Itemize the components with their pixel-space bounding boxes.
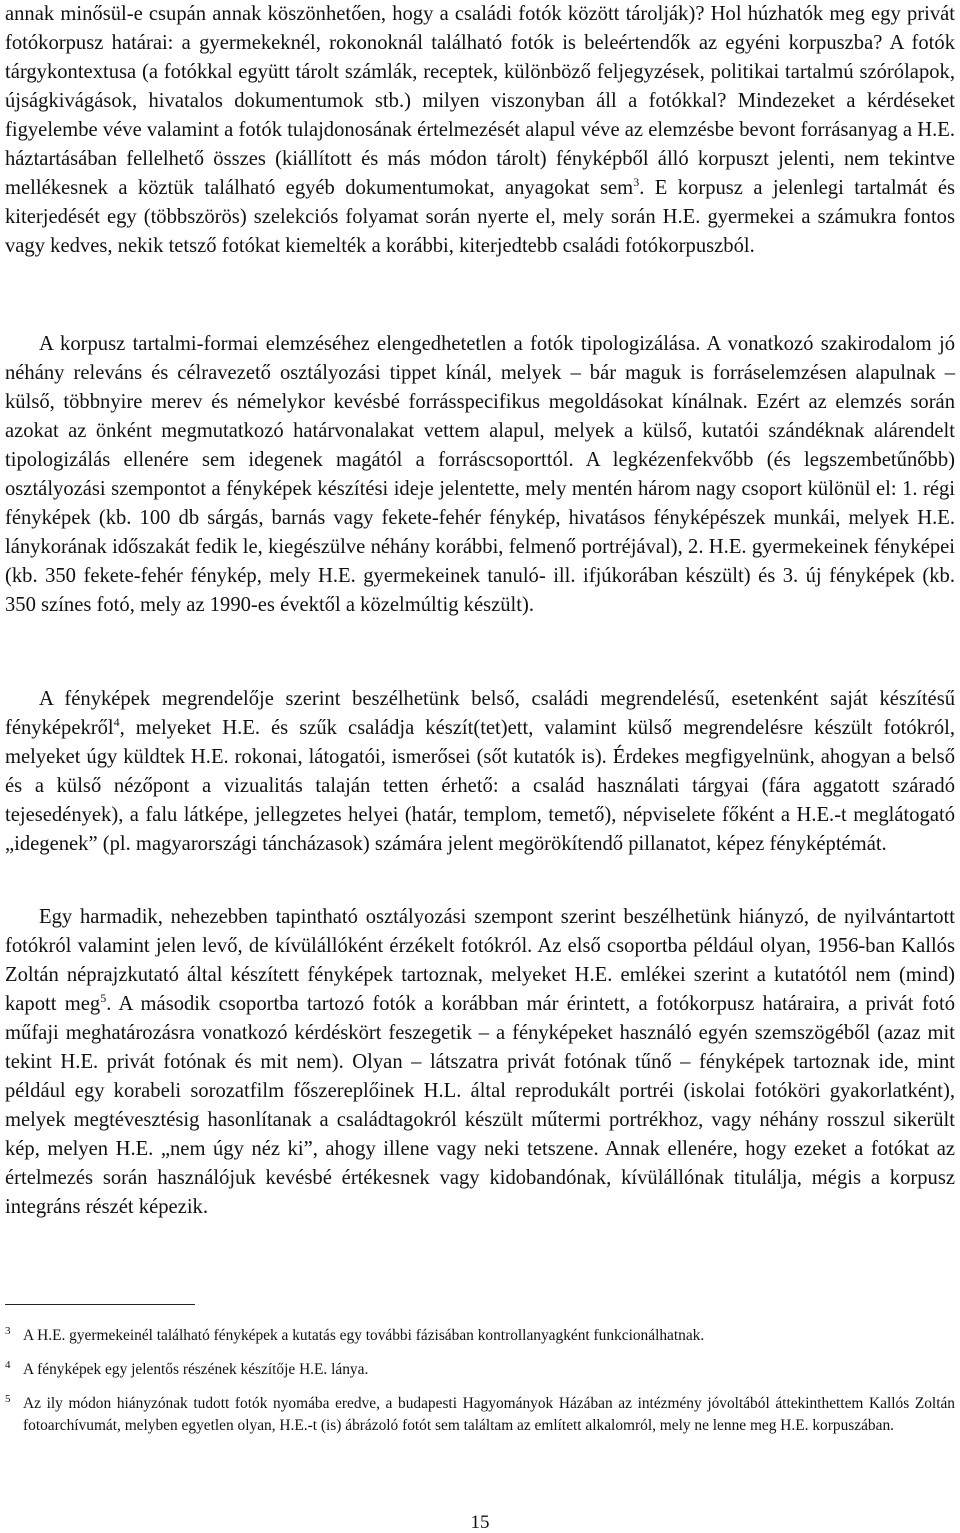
- footnote-text: A fényképek egy jelentős részének készítője H.E. lánya.: [23, 1361, 369, 1378]
- footnote-divider: [5, 1304, 195, 1305]
- footnote-3: [5, 1320, 955, 1347]
- paragraph-1: [5, 0, 955, 261]
- paragraph-4: [5, 903, 955, 1222]
- paragraph-3: [5, 685, 955, 859]
- footnote-text: A H.E. gyermekeinél található fényképek a kutatás egy további fázisában kontrollanyagként funkcionálhatnak.: [23, 1327, 705, 1344]
- footnotes-section: [5, 1320, 955, 1444]
- footnote-4: [5, 1354, 955, 1381]
- footnote-number: 4: [5, 1359, 11, 1371]
- paragraph-1-text-rest: . E korpusz a jelenlegi tartalmát és kiterjedését egy (többszörös) szelekciós folyamat során nyerte el, mely során H.E. gyermekei a számukra fontos vagy kedves, nekik tetsző fotókat kiemelték a korábbi, kiterjedtebb családi fotókorpuszból.: [5, 177, 955, 257]
- footnote-number: 3: [5, 1325, 11, 1337]
- footnote-5: [5, 1388, 955, 1437]
- page-number: 15: [470, 1512, 490, 1533]
- footnote-number: 5: [5, 1393, 11, 1405]
- paragraph-4-text-rest: . A második csoportba tartozó fotók a korábban már érintett, a fotókorpusz határaira, a privát fotó műfaji meghatározásra vonatkozó kérdéskört feszegetik – a fényképeket használó egyén szemszögéből (azaz mit tekint H.E. privát fotónak és mit nem). Olyan – látszatra privát fotónak tűnő – fényképek tartoznak ide, mint például egy korabeli sorozatfilm főszereplőinek H.L. által reprodukált portréi (iskolai fotóköri gyakorlatként), melyek megtévesztésig hasonlítanak a családtagokról készült műtermi portrékhoz, vagy néhány rosszul sikerült kép, melyen H.E. „nem úgy néz ki”, ahogy illene vagy neki tetszene. Annak ellenére, hogy ezeket a fotókat az értelmezés során használójuk kevésbé értékesnek vagy kidobandónak, kívülállónak titulálja, mégis a korpusz integráns részét képezik.: [5, 993, 955, 1218]
- footnote-ref-4[interactable]: 4: [113, 715, 120, 730]
- footnote-text: Az ily módon hiányzónak tudott fotók nyomába eredve, a budapesti Hagyományok Házában az intézmény jóvoltából áttekinthettem Kallós Zoltán fotoarchívumát, melyben egyetlen olyan, H.E.-t (is) ábrázoló fotót sem találtam az említett alkalomról, mely ne lenne meg H.E. korpuszában.: [23, 1395, 955, 1434]
- paragraph-4-text: Egy harmadik, nehezebben tapintható osztályozási szempont szerint beszélhetünk hiányzó, de nyilvántartott fotókról valamint jelen levő, de kívülállóként érzékelt fotókról. Az első csoportba például olyan, 1956-ban Kallós Zoltán néprajzkutató által készített fényképek tartoznak, melyeket H.E. emlékei szerint a kutatótól nem (mind) kapott meg: [5, 906, 955, 1015]
- paragraph-1-text: annak minősül-e csupán annak köszönhetően, hogy a családi fotók között tárolják)? Hol húzhatók meg egy privát fotókorpusz határai: a gyermekeknél, rokonoknál található fotók is beleértendők az egyéni korpuszba? A fotók tárgykontextusa (a fotókkal együtt tárolt számlák, receptek, különböző feljegyzések, politikai tartalmú szórólapok, újságkivágások, hivatalos dokumentumok stb.) milyen viszonyban áll a fotókkal? Mindezeket a kérdéseket figyelembe véve valamint a fotók tulajdonosának értelmezését alapul véve az elemzésbe bevont forrásanyag a H.E. háztartásában fellelhető összes (kiállított és más módon tárolt) fényképből álló korpuszt jelenti, nem tekintve mellékesnek a köztük található egyéb dokumentumokat, anyagokat sem: [5, 3, 955, 199]
- footnote-ref-5[interactable]: 5: [100, 991, 107, 1006]
- footnote-ref-3[interactable]: 3: [633, 175, 640, 190]
- paragraph-3-text-rest: , melyeket H.E. és szűk családja készít(tet)ett, valamint külső megrendelésre készült fotókról, melyeket úgy küldtek H.E. rokonai, látogatói, ismerősei (sőt kutatók is). Érdekes megfigyelnünk, ahogyan a belső és a külső nézőpont a vizualitás talaján tetten érhető: a család használati tárgyai (fára aggatott száradó tejesedények), a falu látképe, jellegzetes helyei (határ, templom, temető), népviselete főként a H.E.-t meglátogató „idegenek” (pl. magyarországi táncházasok) számára jelent megörökítendő pillanatot, képez fényképtémát.: [5, 717, 955, 855]
- paragraph-2: A korpusz tartalmi-formai elemzéséhez elengedhetetlen a fotók tipologizálása. A vonatkozó szakirodalom jó néhány releváns és célravezető osztályozási tippet kínál, melyek – bár maguk is forráselemzésen alapulnak – külső, többnyire merev és némelykor kevésbé forrásspecifikus megoldásokat kínálnak. Ezért az elemzés során azokat az önként megmutatkozó határvonalakat vettem alapul, melyek a külső, kutatói szándéknak alárendelt tipologizálás ellenére sem idegenek magától a forráscsoporttól. A legkézenfekvőbb (és legszembetűnőbb) osztályozási szempontot a fényképek készítési ideje jelentette, mely mentén három nagy csoport különül el: 1. régi fényképek (kb. 100 db sárgás, barnás vagy fekete-fehér fénykép, hivatásos fényképészek munkái, melyek H.E. lánykorának időszakát fedik le, kiegészülve néhány korábbi, felmenő portréjával), 2. H.E. gyermekeinek fényképei (kb. 350 fekete-fehér fénykép, mely H.E. gyermekeinek tanuló- ill. ifjúkorában készült) és 3. új fényképek (kb. 350 színes fotó, mely az 1990-es évektől a közelmúltig készült).: [5, 333, 955, 616]
- paragraph-3-text: A fényképek megrendelője szerint beszélhetünk belső, családi megrendelésű, esetenként saját készítésű fényképekről: [5, 688, 955, 739]
